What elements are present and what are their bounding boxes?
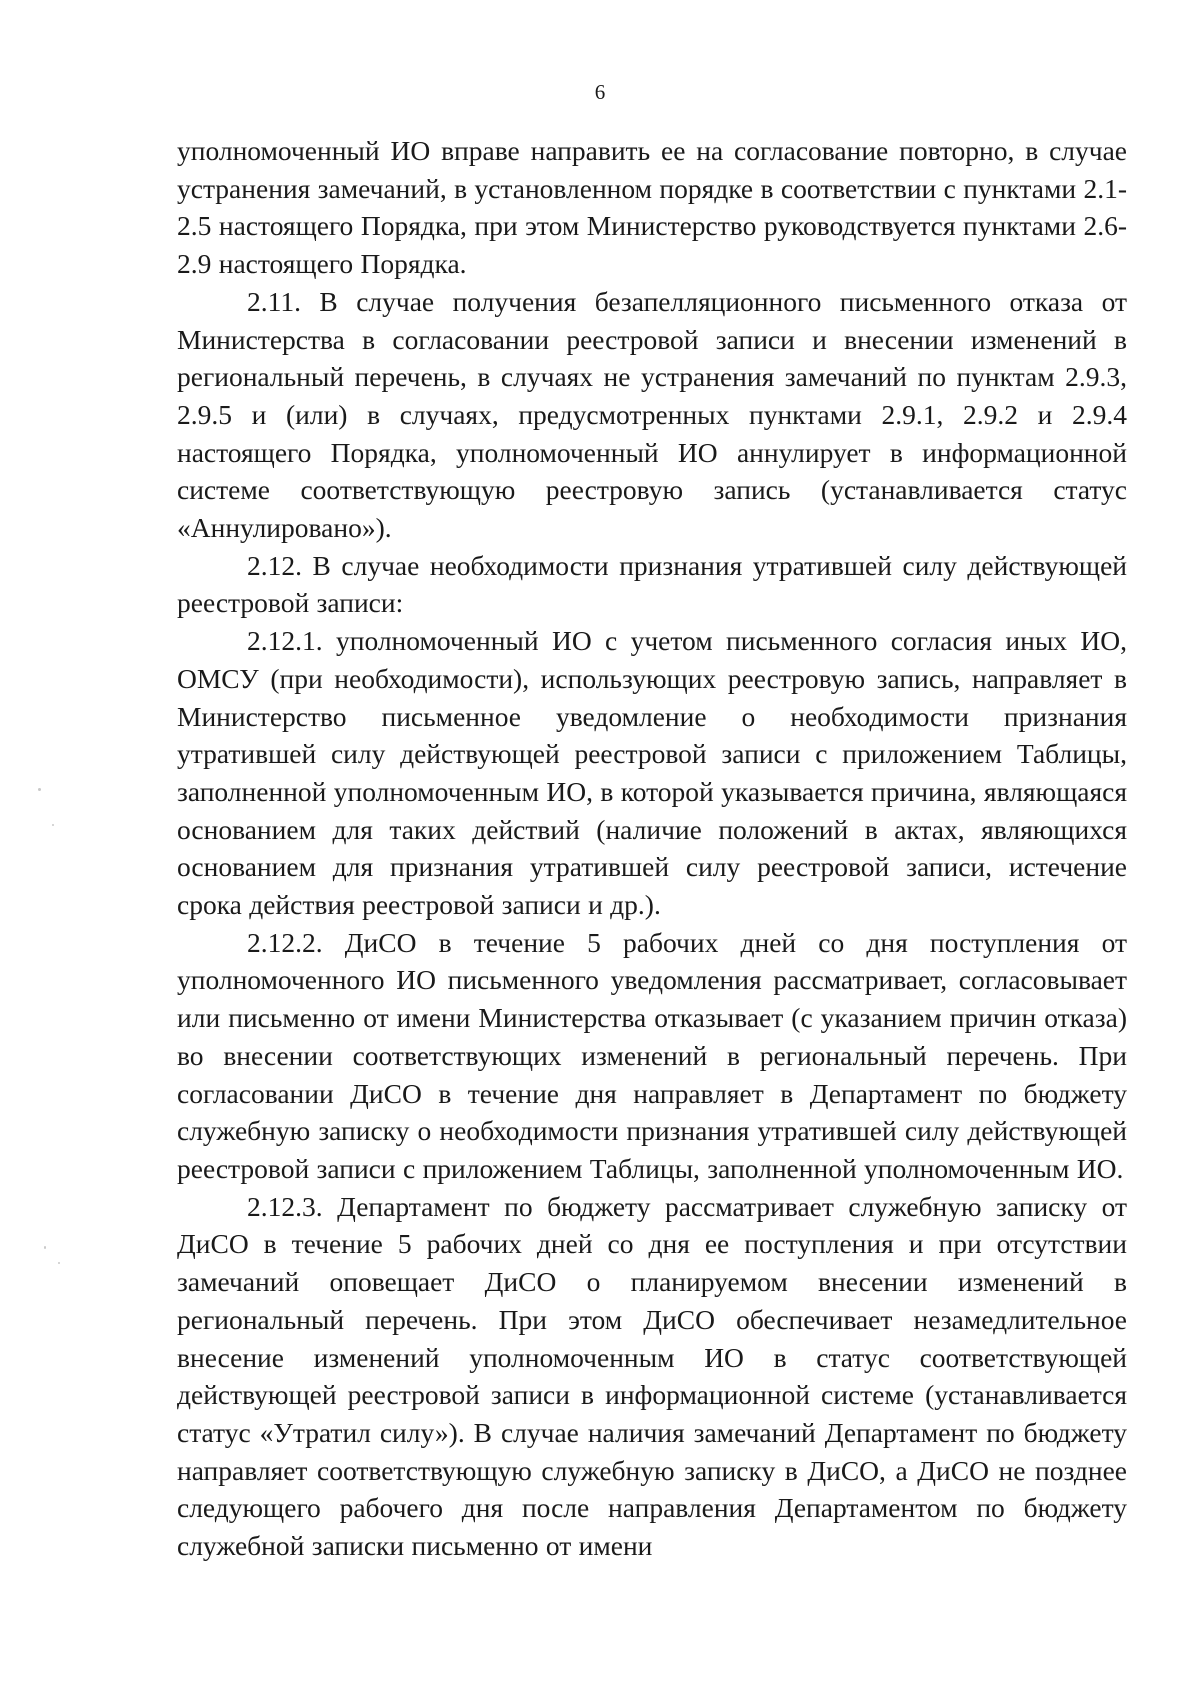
paragraph-2-12: 2.12. В случае необходимости признания утратившей силу действующей реестровой записи:: [177, 549, 1127, 619]
page-number: 6: [594, 80, 606, 104]
paragraph-continuation: уполномоченный ИО вправе направить ее на согласование повторно, в случае устранения замечаний, в установленном порядке в соответствии с пунктами 2.1-2.5 настоящего Порядка, при этом Министерство руководствуется пунктами 2.6-2.9 настоящего Порядка.: [177, 135, 1127, 280]
paragraph-2-12-3: 2.12.3. Департамент по бюджету рассматривает служебную записку от ДиСО в течение 5 рабочих дней со дня ее поступления и при отсутствии замечаний оповещает ДиСО о планируемом внесении изменений в региональный перечень. При этом ДиСО обеспечивает незамедлительное внесение изменений уполномоченным ИО в статус соответствующей действующей реестровой записи в информационной системе (устанавливается статус «Утратил силу»). В случае наличия замечаний Департамент по бюджету направляет соответствующую служебную записку в ДиСО, а ДиСО не позднее следующего рабочего дня после направления Департаментом по бюджету служебной записки письменно от имени: [177, 1190, 1127, 1562]
paragraph-2-12-1: 2.12.1. уполномоченный ИО с учетом письменного согласия иных ИО, ОМСУ (при необходимости), использующих реестровую запись, направляет в Министерство письменное уведомление о необходимости признания утратившей силу действующей реестровой записи с приложением Таблицы, заполненной уполномоченным ИО, в которой указывается причина, являющаяся основанием для таких действий (наличие положений в актах, являющихся основанием для признания утратившей силу реестровой записи, истечение срока действия реестровой записи и др.).: [177, 625, 1127, 921]
scan-speck: [44, 1246, 46, 1249]
document-body: [177, 132, 1127, 1565]
scan-speck: [38, 788, 41, 791]
scan-speck: [58, 1262, 60, 1264]
scan-speck: [52, 824, 54, 826]
paragraph-2-12-2: 2.12.2. ДиСО в течение 5 рабочих дней со дня поступления от уполномоченного ИО письменного уведомления рассматривает, согласовывает или письменно от имени Министерства отказывает (с указанием причин отказа) во внесении соответствующих изменений в региональный перечень. При согласовании ДиСО в течение дня направляет в Департамент по бюджету служебную записку о необходимости признания утратившей силу действующей реестровой записи с приложением Таблицы, заполненной уполномоченным ИО.: [177, 926, 1127, 1184]
paragraph-2-11: 2.11. В случае получения безапелляционного письменного отказа от Министерства в согласовании реестровой записи и внесении изменений в региональный перечень, в случаях не устранения замечаний по пунктам 2.9.3, 2.9.5 и (или) в случаях, предусмотренных пунктами 2.9.1, 2.9.2 и 2.9.4 настоящего Порядка, уполномоченный ИО аннулирует в информационной системе соответствующую реестровую запись (устанавливается статус «Аннулировано»).: [177, 285, 1127, 544]
